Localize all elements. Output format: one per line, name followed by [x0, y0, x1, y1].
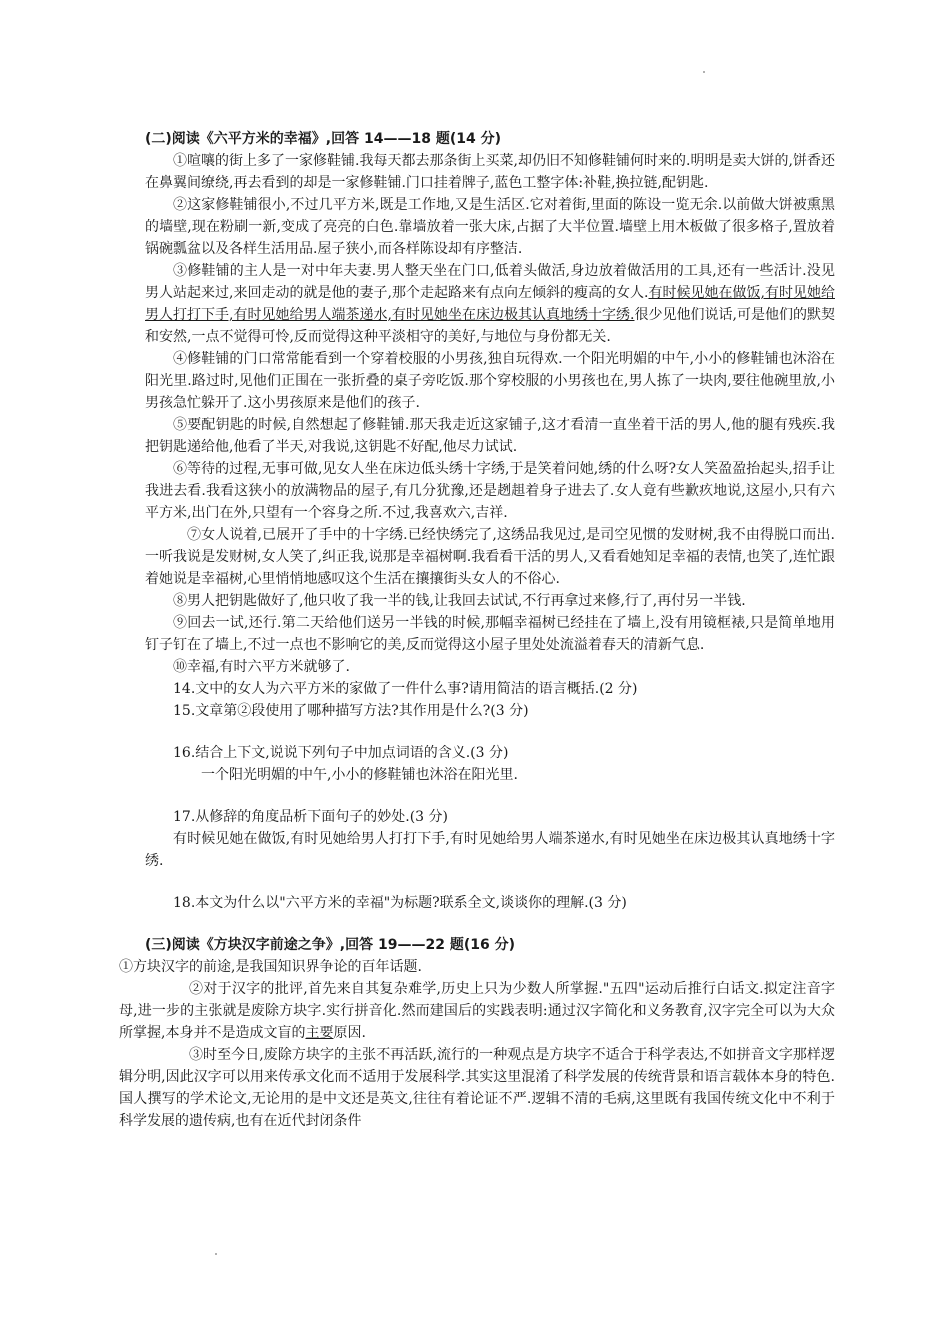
question-17: 17.从修辞的角度品析下面句子的妙处.(3 分): [173, 809, 448, 825]
s2-paragraph-1: ①喧嚷的街上多了一家修鞋铺.我每天都去那条街上买菜,却仍旧不知修鞋铺何时来的.明明是卖大饼的,饼香还在鼻翼间缭绕,再去看到的却是一家修鞋铺.门口挂着牌子,蓝色工整字体:补鞋,换拉链,配钥匙.: [145, 153, 835, 191]
s3-paragraph-2: [119, 978, 835, 1044]
s2-p3-part-a: ③修鞋铺的主人是一对中年夫妻.男人整天坐在门口,低着头做活,身边放着做活用的工具,还有一些活计.没见男人站起来过,来回走动的就是他的妻子,那个走起路来有点向左倾斜的瘦高的女人.: [145, 263, 835, 301]
s2-paragraph-9: ⑨回去一试,还行.第二天给他们送另一半钱的时候,那幅幸福树已经挂在了墙上,没有用镜框裱,只是简单地用钉子钉在了墙上,不过一点也不影响它的美,反而觉得这小屋子里处处流溢着春天的清新气息.: [145, 615, 835, 653]
s2-p3-part-b: 很少见他们说话,可是他们的默契和安然,一点不觉得可怜,反而觉得这种平淡相守的美好,与地位与身份都无关.: [145, 307, 835, 345]
s3-paragraph-1: ①方块汉字的前途,是我国知识界争论的百年话题.: [119, 959, 422, 975]
s3-p2-underlined: 主要: [305, 1025, 334, 1041]
s2-paragraph-3: [145, 260, 835, 348]
question-16-sentence: 一个阳光明媚的中午,小小的修鞋铺也沐浴在阳光里.: [201, 767, 518, 783]
s2-paragraph-8: ⑧男人把钥匙做好了,他只收了我一半的钱,让我回去试试,不行再拿过来修,行了,再付另一半钱.: [173, 593, 746, 609]
section3-heading: (三)阅读《方块汉字前途之争》,回答 19——22 题(16 分): [145, 937, 515, 953]
s3-p2-part-a: ②对于汉字的批评,首先来自其复杂难学,历史上只为少数人所掌握."五四"运动后推行白话文.拟定注音字母,进一步的主张就是废除方块字.实行拼音化.然而建国后的实践表明:通过汉字简化和义务教育,汉字完全可以为大众所掌握,本身并不是造成文盲的: [119, 981, 835, 1041]
s2-paragraph-4: ④修鞋铺的门口常常能看到一个穿着校服的小男孩,独自玩得欢.一个阳光明媚的中午,小小的修鞋铺也沐浴在阳光里.路过时,见他们正围在一张折叠的桌子旁吃饭.那个穿校服的小男孩也在,男人拣了一块肉,要往他碗里放,小男孩急忙躲开了.这小男孩原来是他们的孩子.: [145, 351, 835, 411]
s2-paragraph-2: ②这家修鞋铺很小,不过几平方米,既是工作地,又是生活区.它对着街,里面的陈设一览无余.以前做大饼被熏黑的墙壁,现在粉刷一新,变成了亮亮的白色.靠墙放着一张大床,占据了大半位置.墙壁上用木板做了很多格子,置放着锅碗瓢盆以及各样生活用品.屋子狭小,而各样陈设却有序整洁.: [145, 197, 835, 257]
s3-paragraph-3: ③时至今日,废除方块字的主张不再活跃,流行的一种观点是方块字不适合于科学表达,不如拼音文字那样逻辑分明,因此汉字可以用来传承文化而不适用于发展科学.其实这里混淆了科学发展的传统背景和语言载体本身的特色.国人撰写的学术论文,无论用的是中文还是英文,往往有着论证不严.逻辑不清的毛病,这里既有我国传统文化中不利于科学发展的遗传病,也有在近代封闭条件: [119, 1047, 835, 1129]
scan-speck-top: [703, 71, 705, 73]
s2-paragraph-5: ⑤要配钥匙的时候,自然想起了修鞋铺.那天我走近这家铺子,这才看清一直坐着干活的男人,他的腿有残疾.我把钥匙递给他,他看了半天,对我说,这钥匙不好配,他尽力试试.: [145, 417, 835, 455]
question-17-sentence: 有时候见她在做饭,有时见她给男人打打下手,有时见她给男人端茶递水,有时见她坐在床边极其认真地绣十字绣.: [145, 831, 835, 869]
document-page: [119, 128, 835, 1132]
section2-heading: (二)阅读《六平方米的幸福》,回答 14——18 题(14 分): [145, 131, 501, 147]
question-14: 14.文中的女人为六平方米的家做了一件什么事?请用简洁的语言概括.(2 分): [173, 681, 638, 697]
question-15: 15.文章第②段使用了哪种描写方法?其作用是什么?(3 分): [173, 703, 529, 719]
s2-paragraph-6: ⑥等待的过程,无事可做,见女人坐在床边低头绣十字绣,于是笑着问她,绣的什么呀?女人笑盈盈抬起头,招手让我进去看.我看这狭小的放满物品的屋子,有几分犹豫,还是趔趄着身子进去了.女人竟有些歉疚地说,这屋小,只有六平方米,出门在外,只望有一个容身之所.不过,我喜欢六,吉祥.: [145, 461, 835, 521]
s2-paragraph-7: ⑦女人说着,已展开了手中的十字绣.已经快绣完了,这绣品我见过,是司空见惯的发财树,我不由得脱口而出.一听我说是发财树,女人笑了,纠正我,说那是幸福树啊.我看看干活的男人,又看看她知足幸福的表情,也笑了,连忙跟着她说是幸福树,心里悄悄地感叹这个生活在攘攘街头女人的不俗心.: [145, 527, 835, 587]
s3-p2-part-b: 原因.: [333, 1025, 366, 1041]
s2-p3-underlined: 有时候见她在做饭,有时见她给男人打打下手,有时见她给男人端茶递水,有时见她坐在床边极其认真地绣十字绣.: [145, 285, 835, 323]
question-18: 18.本文为什么以"六平方米的幸福"为标题?联系全文,谈谈你的理解.(3 分): [173, 895, 627, 911]
s2-paragraph-10: ⑩幸福,有时六平方米就够了.: [173, 659, 350, 675]
scan-speck-bottom: [215, 1253, 217, 1255]
question-16: 16.结合上下文,说说下列句子中加点词语的含义.(3 分): [173, 745, 509, 761]
